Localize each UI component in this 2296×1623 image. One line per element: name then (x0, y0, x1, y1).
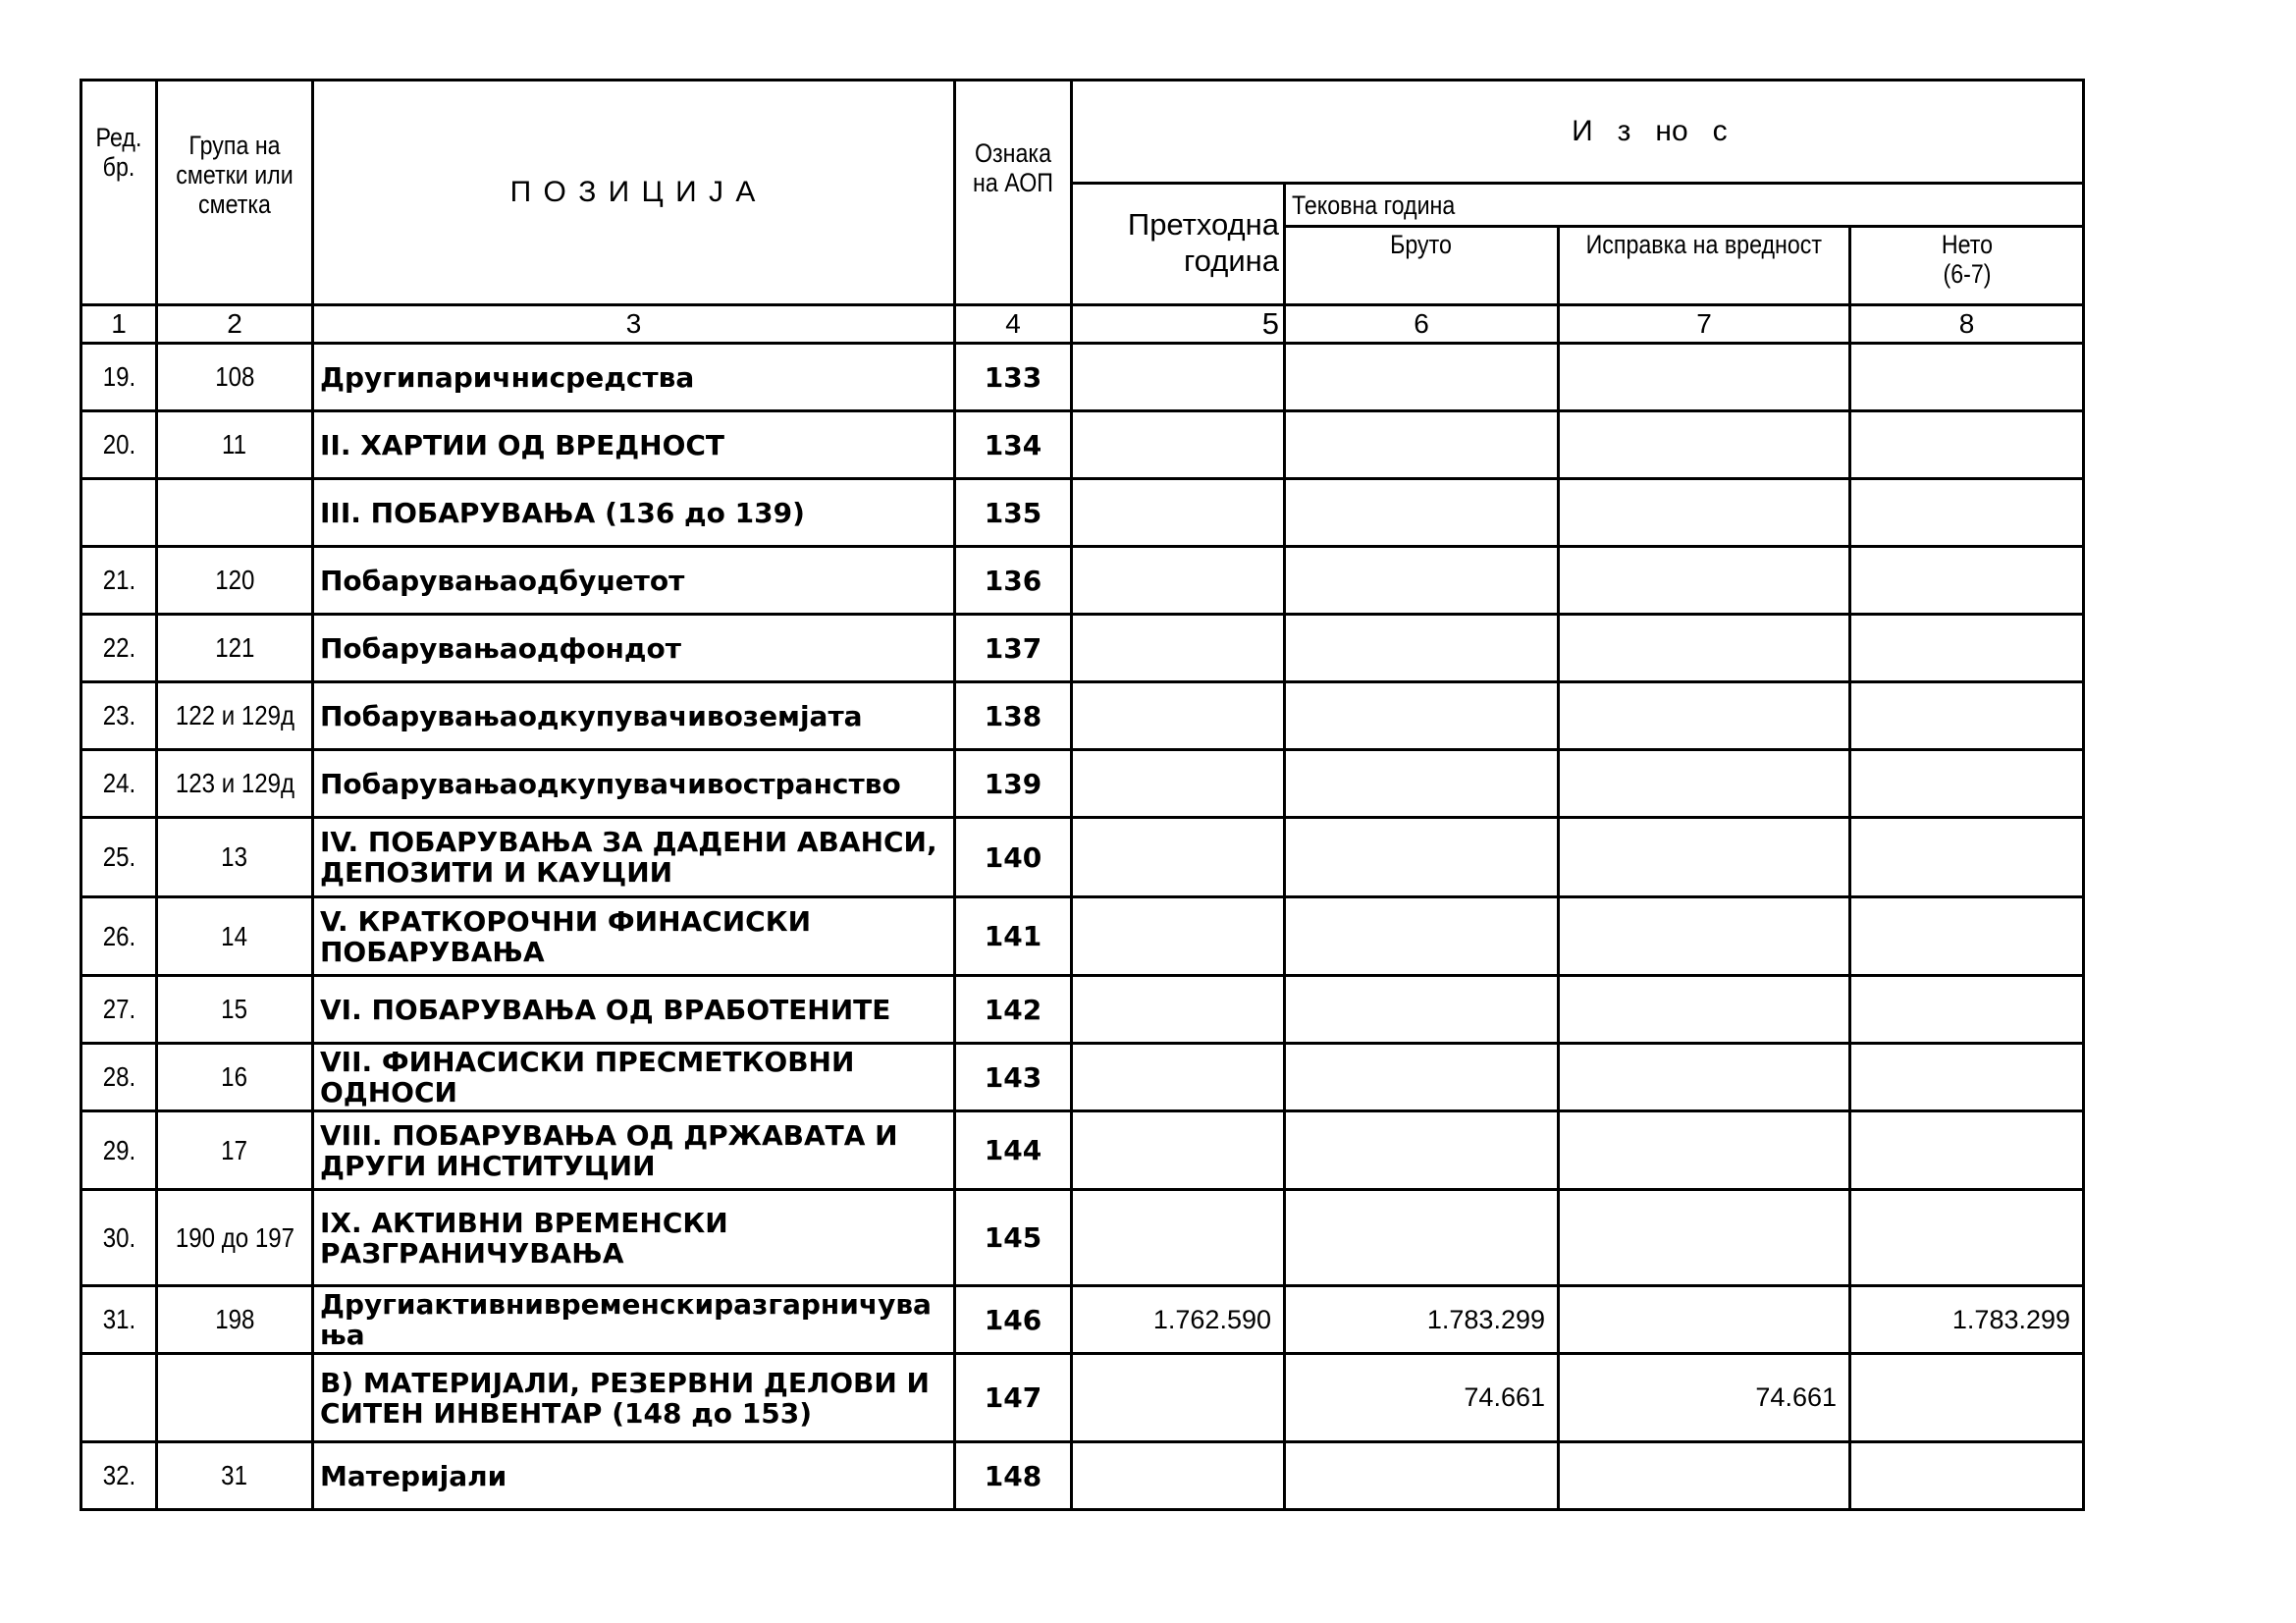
row-neto-cell (1850, 1111, 2084, 1190)
header-neto-label: Нето (6-7) (1941, 230, 1993, 289)
row-aop-cell (955, 750, 1072, 818)
row-aop: 141 (984, 920, 1042, 952)
header-grupa-label: Група на сметки или сметка (176, 131, 294, 219)
row-pozicija-cell (313, 976, 955, 1044)
header-pozicija (313, 81, 955, 305)
row-red-br-cell (81, 1354, 157, 1442)
row-neto-cell (1850, 479, 2084, 547)
row-aop: 143 (984, 1060, 1042, 1094)
row-prethodna: 1.762.590 (1152, 1304, 1271, 1334)
column-number: 6 (1285, 305, 1559, 344)
row-red-br: 26. (102, 920, 135, 951)
row-aop: 142 (984, 993, 1042, 1026)
header-bruto (1285, 227, 1559, 305)
row-pozicija: V. КРАТКОРОЧНИ ФИНАСИСКИ ПОБАРУВАЊА (320, 904, 812, 968)
row-prethodna-cell (1072, 1044, 1285, 1111)
header-oznaka-label: Ознака на АОП (973, 138, 1053, 197)
row-grupa-cell (157, 818, 313, 897)
row-prethodna-cell (1072, 344, 1285, 411)
row-pozicija: Другипаричнисредства (320, 360, 695, 394)
row-red-br-cell (81, 682, 157, 750)
header-iznos (1072, 81, 2084, 184)
row-red-br: 30. (102, 1221, 135, 1253)
row-grupa-cell (157, 682, 313, 750)
row-ispravka-cell (1559, 1044, 1850, 1111)
row-prethodna-cell (1072, 1111, 1285, 1190)
header-oznaka (955, 81, 1072, 305)
row-prethodna-cell (1072, 682, 1285, 750)
row-prethodna-cell (1072, 1442, 1285, 1510)
row-neto-cell (1850, 897, 2084, 976)
header-prethodna (1072, 184, 1285, 305)
header-tekovna-label: Тековна година (1292, 189, 1456, 220)
row-pozicija-cell (313, 344, 955, 411)
row-red-br: 24. (102, 768, 135, 798)
row-grupa-cell (157, 976, 313, 1044)
row-bruto-cell (1285, 1044, 1559, 1111)
table-row (81, 411, 2084, 479)
row-prethodna-cell (1072, 479, 1285, 547)
table-row (81, 976, 2084, 1044)
row-neto-cell (1850, 411, 2084, 479)
table-body (81, 344, 2084, 1510)
row-bruto-cell (1285, 750, 1559, 818)
row-pozicija-cell (313, 479, 955, 547)
row-red-br-cell (81, 479, 157, 547)
column-number: 2 (157, 305, 313, 344)
row-red-br: 31. (102, 1304, 135, 1334)
row-bruto-cell (1285, 976, 1559, 1044)
table-row (81, 1044, 2084, 1111)
row-aop: 137 (984, 631, 1042, 665)
row-red-br-cell (81, 818, 157, 897)
row-neto-cell (1850, 344, 2084, 411)
header-tekovna (1285, 184, 2084, 227)
row-neto-cell (1850, 1354, 2084, 1442)
row-bruto-cell (1285, 344, 1559, 411)
row-aop: 140 (984, 840, 1042, 874)
row-grupa-cell (157, 615, 313, 682)
row-ispravka-cell (1559, 1111, 1850, 1190)
row-pozicija: Побарувањаодкупувачивоземјата (320, 699, 863, 732)
row-pozicija-cell (313, 1442, 955, 1510)
row-prethodna-cell (1072, 750, 1285, 818)
table-header (81, 81, 2084, 344)
row-pozicija: III. ПОБАРУВАЊА (136 до 139) (320, 496, 805, 529)
row-pozicija: Другиактивнивременскиразгарничува ња (320, 1288, 932, 1351)
row-red-br-cell (81, 344, 157, 411)
row-bruto-cell (1285, 615, 1559, 682)
row-grupa-cell (157, 479, 313, 547)
row-grupa: 198 (214, 1304, 255, 1334)
row-red-br-cell (81, 1111, 157, 1190)
header-ispravka-label: Исправка на вредност (1585, 230, 1823, 259)
column-number: 4 (955, 305, 1072, 344)
row-red-br-cell (81, 750, 157, 818)
row-red-br: 21. (102, 565, 135, 595)
row-pozicija-cell (313, 682, 955, 750)
row-bruto-cell (1285, 411, 1559, 479)
row-grupa-cell (157, 1354, 313, 1442)
row-grupa-cell (157, 411, 313, 479)
row-neto-cell (1850, 1044, 2084, 1111)
row-grupa: 15 (221, 994, 248, 1024)
row-grupa: 31 (221, 1460, 248, 1490)
header-red-br-label: Ред. бр. (95, 123, 142, 182)
row-grupa-cell (157, 897, 313, 976)
row-grupa: 16 (221, 1061, 248, 1092)
row-prethodna-cell (1072, 1286, 1285, 1354)
row-ispravka-cell (1559, 1190, 1850, 1286)
table-row (81, 1442, 2084, 1510)
balance-sheet-table (80, 79, 2085, 1511)
table-row (81, 682, 2084, 750)
table-row (81, 897, 2084, 976)
table-row (81, 344, 2084, 411)
row-pozicija: VIII. ПОБАРУВАЊА ОД ДРЖАВАТА И ДРУГИ ИНСТИТУЦИИ (320, 1118, 898, 1182)
row-grupa-cell (157, 1044, 313, 1111)
row-grupa: 122 и 129д (175, 700, 294, 730)
row-red-br: 20. (102, 429, 135, 460)
row-bruto: 74.661 (1464, 1382, 1545, 1412)
row-grupa-cell (157, 750, 313, 818)
table-row (81, 750, 2084, 818)
table-row (81, 1354, 2084, 1442)
row-ispravka-cell (1559, 818, 1850, 897)
row-aop: 148 (984, 1459, 1042, 1492)
header-grupa (157, 81, 313, 305)
row-ispravka-cell (1559, 479, 1850, 547)
row-prethodna-cell (1072, 1190, 1285, 1286)
row-pozicija: Побарувањаодкупувачивостранство (320, 767, 901, 800)
row-grupa: 123 и 129д (175, 768, 294, 798)
column-number: 7 (1559, 305, 1850, 344)
row-red-br: 19. (102, 361, 135, 392)
row-pozicija: VI. ПОБАРУВАЊА ОД ВРАБОТЕНИТЕ (320, 993, 891, 1026)
table-row (81, 1190, 2084, 1286)
row-red-br-cell (81, 976, 157, 1044)
row-pozicija: Побарувањаодфондот (320, 631, 681, 665)
column-number: 8 (1850, 305, 2084, 344)
row-prethodna-cell (1072, 897, 1285, 976)
row-aop-cell (955, 1044, 1072, 1111)
row-ispravka-cell (1559, 344, 1850, 411)
row-prethodna-cell (1072, 615, 1285, 682)
row-red-br-cell (81, 1442, 157, 1510)
row-grupa-cell (157, 1442, 313, 1510)
row-aop: 146 (984, 1303, 1042, 1336)
row-red-br-cell (81, 547, 157, 615)
row-grupa-cell (157, 547, 313, 615)
table-row (81, 547, 2084, 615)
row-pozicija: VII. ФИНАСИСКИ ПРЕСМЕТКОВНИ ОДНОСИ (320, 1046, 855, 1109)
row-neto-cell (1850, 682, 2084, 750)
row-ispravka-cell (1559, 547, 1850, 615)
row-red-br: 32. (102, 1460, 135, 1490)
row-aop-cell (955, 547, 1072, 615)
row-grupa: 120 (214, 565, 255, 595)
row-bruto-cell (1285, 682, 1559, 750)
row-neto-cell (1850, 1190, 2084, 1286)
row-ispravka-cell (1559, 1286, 1850, 1354)
row-bruto-cell (1285, 1190, 1559, 1286)
table-row (81, 1111, 2084, 1190)
column-number-row (81, 305, 2084, 344)
row-ispravka-cell (1559, 897, 1850, 976)
row-red-br: 22. (102, 632, 135, 663)
row-prethodna-cell (1072, 547, 1285, 615)
header-ispravka (1559, 227, 1850, 305)
row-red-br-cell (81, 897, 157, 976)
row-neto-cell (1850, 1286, 2084, 1354)
row-red-br-cell (81, 411, 157, 479)
row-grupa: 17 (221, 1134, 248, 1165)
table-row (81, 1286, 2084, 1354)
row-pozicija-cell (313, 818, 955, 897)
row-red-br: 23. (102, 700, 135, 730)
table-row (81, 615, 2084, 682)
row-red-br: 25. (102, 841, 135, 872)
row-pozicija-cell (313, 547, 955, 615)
row-pozicija: IX. АКТИВНИ ВРЕМЕНСКИ РАЗГРАНИЧУВАЊА (320, 1206, 728, 1270)
row-neto: 1.783.299 (1951, 1304, 2071, 1334)
column-number: 3 (313, 305, 955, 344)
row-aop: 133 (984, 360, 1042, 394)
row-pozicija-cell (313, 1190, 955, 1286)
row-bruto-cell (1285, 1286, 1559, 1354)
row-aop: 139 (984, 767, 1042, 800)
row-ispravka-cell (1559, 615, 1850, 682)
row-grupa: 121 (214, 632, 255, 663)
row-ispravka-cell (1559, 682, 1850, 750)
row-aop-cell (955, 344, 1072, 411)
row-pozicija-cell (313, 897, 955, 976)
row-neto-cell (1850, 750, 2084, 818)
row-grupa: 14 (221, 920, 248, 951)
row-pozicija-cell (313, 1111, 955, 1190)
row-pozicija-cell (313, 1044, 955, 1111)
row-aop-cell (955, 1190, 1072, 1286)
row-neto-cell (1850, 818, 2084, 897)
row-ispravka: 74.661 (1755, 1382, 1837, 1412)
row-neto-cell (1850, 615, 2084, 682)
row-bruto-cell (1285, 818, 1559, 897)
header-pozicija-label: П О З И Ц И Ј А (509, 176, 758, 208)
row-grupa: 190 до 197 (175, 1221, 294, 1253)
row-aop-cell (955, 1354, 1072, 1442)
row-prethodna-cell (1072, 411, 1285, 479)
row-grupa-cell (157, 1190, 313, 1286)
row-pozicija-cell (313, 615, 955, 682)
row-aop-cell (955, 1286, 1072, 1354)
column-number: 5 (1072, 305, 1285, 344)
row-pozicija-cell (313, 411, 955, 479)
table-row (81, 818, 2084, 897)
header-iznos-label: И з но с (1572, 115, 1728, 147)
row-aop: 134 (984, 428, 1042, 461)
row-aop-cell (955, 818, 1072, 897)
row-pozicija-cell (313, 1286, 955, 1354)
row-prethodna-cell (1072, 976, 1285, 1044)
row-prethodna-cell (1072, 818, 1285, 897)
row-red-br: 28. (102, 1061, 135, 1092)
row-grupa: 11 (222, 429, 247, 460)
row-neto-cell (1850, 547, 2084, 615)
row-grupa: 108 (214, 361, 255, 392)
row-aop-cell (955, 976, 1072, 1044)
row-red-br: 29. (102, 1134, 135, 1165)
row-pozicija: В) МАТЕРИЈАЛИ, РЕЗЕРВНИ ДЕЛОВИ И СИТЕН ИНВЕНТАР (148 до 153) (320, 1366, 930, 1430)
row-grupa-cell (157, 1286, 313, 1354)
row-ispravka-cell (1559, 411, 1850, 479)
row-ispravka-cell (1559, 750, 1850, 818)
row-bruto-cell (1285, 897, 1559, 976)
row-aop: 138 (984, 699, 1042, 732)
row-aop-cell (955, 411, 1072, 479)
row-neto-cell (1850, 1442, 2084, 1510)
row-bruto-cell (1285, 547, 1559, 615)
row-ispravka-cell (1559, 976, 1850, 1044)
row-prethodna-cell (1072, 1354, 1285, 1442)
header-prethodna-label: Претходна година (1127, 207, 1279, 278)
header-bruto-label: Бруто (1390, 230, 1453, 259)
row-grupa-cell (157, 1111, 313, 1190)
row-grupa: 13 (221, 841, 248, 872)
row-pozicija: IV. ПОБАРУВАЊА ЗА ДАДЕНИ АВАНСИ, ДЕПОЗИТИ И КАУЦИИ (320, 826, 937, 889)
row-aop-cell (955, 1111, 1072, 1190)
row-bruto: 1.783.299 (1426, 1304, 1545, 1334)
row-aop-cell (955, 682, 1072, 750)
row-pozicija-cell (313, 750, 955, 818)
row-red-br-cell (81, 615, 157, 682)
row-bruto-cell (1285, 1442, 1559, 1510)
row-pozicija: Материјали (320, 1459, 507, 1492)
row-pozicija: II. ХАРТИИ ОД ВРЕДНОСТ (320, 428, 725, 461)
row-aop: 145 (984, 1221, 1042, 1254)
row-bruto-cell (1285, 1354, 1559, 1442)
row-aop-cell (955, 615, 1072, 682)
row-aop-cell (955, 479, 1072, 547)
row-neto-cell (1850, 976, 2084, 1044)
table-row (81, 479, 2084, 547)
row-pozicija-cell (313, 1354, 955, 1442)
row-bruto-cell (1285, 1111, 1559, 1190)
row-aop: 147 (984, 1381, 1042, 1414)
row-aop: 135 (984, 496, 1042, 529)
row-red-br-cell (81, 1286, 157, 1354)
row-red-br-cell (81, 1044, 157, 1111)
row-bruto-cell (1285, 479, 1559, 547)
header-neto (1850, 227, 2084, 305)
row-aop: 136 (984, 564, 1042, 597)
row-aop-cell (955, 897, 1072, 976)
header-red-br (81, 81, 157, 305)
row-pozicija: Побарувањаодбуџетот (320, 564, 685, 597)
row-ispravka-cell (1559, 1442, 1850, 1510)
row-aop-cell (955, 1442, 1072, 1510)
row-red-br: 27. (102, 994, 135, 1024)
column-number: 1 (81, 305, 157, 344)
row-grupa-cell (157, 344, 313, 411)
row-red-br-cell (81, 1190, 157, 1286)
row-aop: 144 (984, 1134, 1042, 1166)
row-ispravka-cell (1559, 1354, 1850, 1442)
